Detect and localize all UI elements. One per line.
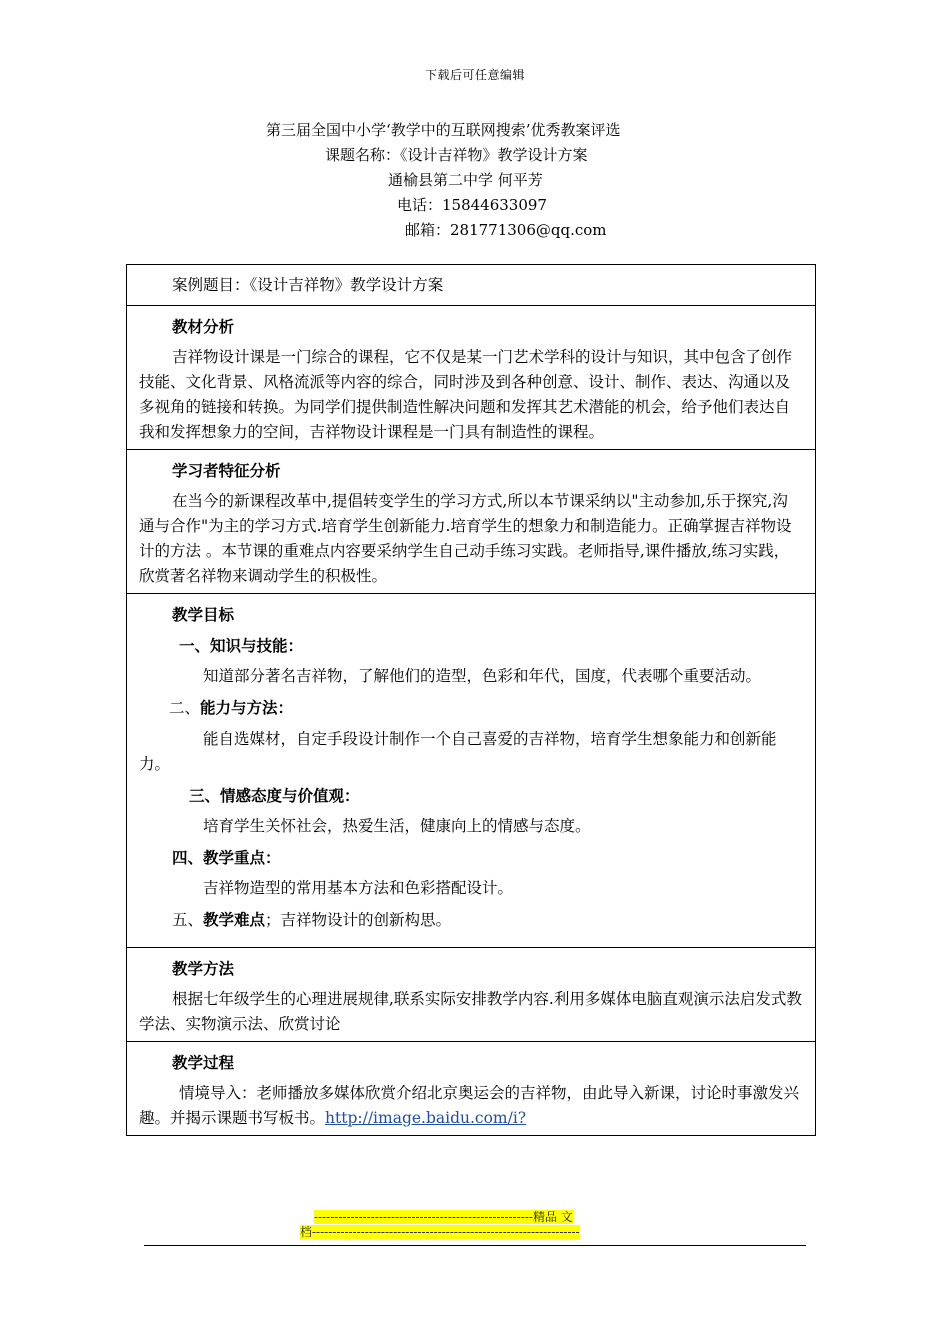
method-text: 根据七年级学生的心理进展规律,联系实际安排教学内容.利用多媒体电脑直观演示法启发式教学法、实物演示法、欣赏讨论 (139, 990, 802, 1033)
emotion-text: 培育学生关怀社会，热爱生活，健康向上的情感与态度。 (203, 817, 591, 835)
table-row (127, 450, 816, 594)
emotion-label: 三、情感态度与价值观： (189, 786, 360, 805)
knowledge-text: 知道部分著名吉祥物，了解他们的造型，色彩和年代，国度，代表哪个重要活动。 (203, 667, 762, 685)
top-note: 下载后可任意编辑 (424, 68, 525, 82)
email-line: 邮箱：281771306@qq.com (405, 221, 607, 239)
footer-divider (144, 1245, 806, 1246)
difficulty-text: ；吉祥物设计的创新构思。 (265, 911, 452, 929)
ability-label-text: 能力与方法： (200, 698, 294, 717)
ability-label (139, 695, 803, 721)
competition-title: 第三届全国中小学‘教学中的互联网搜索’优秀教案评选 (266, 121, 621, 139)
difficulty-line (139, 907, 803, 933)
ability-text: 能自选媒材，自定手段设计制作一个自己喜爱的吉祥物，培育学生想象能力和创新能力。 (139, 730, 777, 773)
material-analysis-cell (127, 306, 816, 450)
banner-line-1-text: ------------------------------------------------------精品 文 (314, 1210, 573, 1224)
banner-line-2-text: 档------------------------------------------------------------------ (300, 1225, 580, 1239)
table-row (127, 948, 816, 1042)
table-row (127, 594, 816, 948)
process-text (139, 1081, 803, 1131)
case-title: 案例题目：《设计吉祥物》教学设计方案 (172, 276, 444, 294)
process-text-body: 情境导入：老师播放多媒体欣赏介绍北京奥运会的吉祥物，由此导入新课，讨论时事激发兴趣。并揭示课题书写板书。 (139, 1084, 800, 1127)
lesson-plan-table (126, 264, 816, 1136)
process-heading: 教学过程 (172, 1053, 235, 1072)
teaching-method-cell (127, 948, 816, 1042)
learner-analysis-cell (127, 450, 816, 594)
goals-heading: 教学目标 (172, 605, 235, 624)
focus-label: 四、教学重点： (172, 848, 281, 867)
difficulty-label: 教学难点 (203, 910, 266, 929)
ability-prefix: 二、 (169, 699, 201, 717)
baidu-image-link[interactable]: http://image.baidu.com/i? (325, 1109, 527, 1127)
teaching-goals-cell (127, 594, 816, 948)
table-row (127, 306, 816, 450)
method-heading: 教学方法 (172, 959, 235, 978)
banner-line-2 (300, 1225, 650, 1240)
learner-text: 在当今的新课程改革中,提倡转变学生的学习方式,所以本节课采纳以"主动参加,乐于探究,沟通与合作"为主的学习方式.培育学生创新能力.培育学生的想象力和制造能力。正确掌握吉祥物设计的方法 。本节课的重难点内容要采纳学生自己动手练习实践。老师指导,课件播放,练习实践，欣赏著名祥物来调动学生的积极性。 (139, 492, 792, 585)
difficulty-prefix: 五、 (172, 911, 204, 929)
knowledge-label: 一、知识与技能： (179, 636, 304, 655)
material-text: 吉祥物设计课是一门综合的课程，它不仅是某一门艺术学科的设计与知识，其中包含了创作技能、文化背景、风格流派等内容的综合，同时涉及到各种创意、设计、制作、表达、沟通以及多视角的链接和转换。为同学们提供制造性解决问题和发挥其艺术潜能的机会，给予他们表达自我和发挥想象力的空间，吉祥物设计课程是一门具有制造性的课程。 (139, 348, 793, 441)
focus-text: 吉祥物造型的常用基本方法和色彩搭配设计。 (203, 879, 514, 897)
table-row (127, 1042, 816, 1136)
footer-banner (300, 1210, 650, 1240)
phone-line: 电话：15844633097 (397, 196, 547, 214)
lesson-title: 课题名称：《设计吉祥物》教学设计方案 (325, 146, 588, 164)
teaching-process-cell (127, 1042, 816, 1136)
table-row (127, 265, 816, 306)
case-title-cell (127, 265, 816, 306)
material-heading: 教材分析 (172, 317, 235, 336)
banner-line-1 (300, 1210, 650, 1225)
author-line: 通榆县第二中学 何平芳 (388, 171, 543, 189)
learner-heading: 学习者特征分析 (172, 461, 281, 480)
